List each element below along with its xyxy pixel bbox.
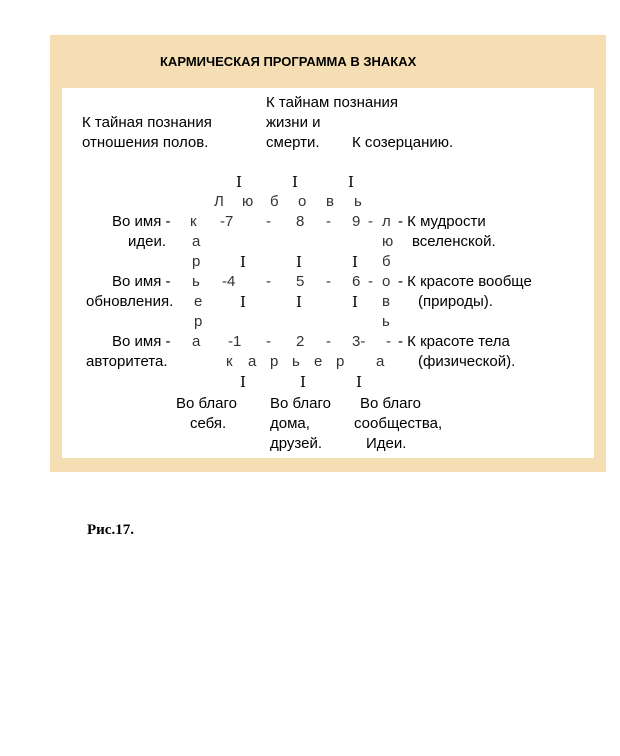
bar-bottom-2: I (300, 373, 306, 391)
row3-right-label: - К красоте тела (398, 333, 510, 350)
row3-number: 3- (352, 333, 366, 350)
row3-dash: - (266, 333, 271, 350)
label-top-right-2: К созерцанию. (352, 134, 454, 151)
row1-number: 9 (352, 213, 361, 230)
letter-top: б (270, 193, 279, 210)
letter-bottom: р (270, 353, 279, 370)
bar-bottom-3: I (356, 373, 362, 391)
row3-number: -1 (228, 333, 242, 350)
row1-left-label: Во имя - (112, 213, 171, 230)
row1-start-letter-2: а (192, 233, 201, 250)
row1-right-label: - К мудрости (398, 213, 486, 230)
row3-left-label: Во имя - (112, 333, 171, 350)
row3-left-label-2: авторитета. (86, 353, 168, 370)
bottom-col3-line1: Во благо (360, 395, 422, 412)
row2-start-letter-3: р (194, 313, 203, 330)
row1-end-letter-3: б (382, 253, 391, 270)
row1-end-letter-2: ю (382, 233, 394, 250)
bottom-col2-line1: Во благо (270, 395, 332, 412)
row2-start-letter-2: е (194, 293, 203, 310)
row2-left-label: Во имя - (112, 273, 171, 290)
bar-bottom-1: I (240, 373, 246, 391)
bar-row2-3: I (352, 293, 358, 311)
row2-dash: - (326, 273, 331, 290)
row2-number: 6 (352, 273, 361, 290)
letter-bottom: а (248, 353, 257, 370)
bottom-col3-line3: Идеи. (366, 435, 407, 452)
row3-right-label-2: (физической). (418, 353, 516, 370)
row2-start-letter: ь (192, 273, 200, 290)
bar-row2-1: I (240, 293, 246, 311)
letter-bottom: е (314, 353, 323, 370)
row2-left-label-2: обновления. (86, 293, 174, 310)
row2-right-label-2: (природы). (418, 293, 493, 310)
letter-top: о (298, 193, 307, 210)
row3-dash: - (386, 333, 391, 350)
row2-end-letter-3: ь (382, 313, 390, 330)
letter-bottom: а (376, 353, 385, 370)
bar-top-1: I (236, 173, 242, 191)
row3-start-letter: а (192, 333, 201, 350)
row2-number: 5 (296, 273, 305, 290)
diagram-title: КАРМИЧЕСКАЯ ПРОГРАММА В ЗНАКАХ (160, 54, 417, 69)
letter-bottom: р (336, 353, 345, 370)
bottom-col2-line3: друзей. (270, 435, 323, 452)
bar-row2-2: I (296, 293, 302, 311)
letter-top: Л (214, 193, 224, 210)
row1-number: 8 (296, 213, 305, 230)
row1-start-letter-3: р (192, 253, 201, 270)
row1-dash: - (326, 213, 331, 230)
label-top-left-2: отношения полов. (82, 134, 209, 151)
row1-number: -7 (220, 213, 234, 230)
label-top-mid-1: жизни и (266, 114, 321, 131)
row1-dash: - (368, 213, 373, 230)
bar-mid-2: I (296, 253, 302, 271)
figure-caption: Рис.17. (87, 522, 134, 538)
bar-top-2: I (292, 173, 298, 191)
label-top-mid-2: смерти. (266, 134, 320, 151)
row1-right-label-2: вселенской. (412, 233, 496, 250)
bottom-col3-line2: сообщества, (354, 415, 443, 432)
label-top-left-1: К тайная познания (82, 114, 212, 131)
bottom-col2-line2: дома, (270, 415, 310, 432)
row2-end-letter-2: в (382, 293, 390, 310)
bar-top-3: I (348, 173, 354, 191)
row3-dash: - (326, 333, 331, 350)
bar-mid-3: I (352, 253, 358, 271)
row1-start-letter: к (190, 213, 197, 230)
row1-dash: - (266, 213, 271, 230)
row1-end-letter: л (382, 213, 391, 230)
row2-end-letter: о (382, 273, 391, 290)
label-top-mid-0: К тайнам познания (266, 94, 399, 111)
letter-bottom: к (226, 353, 233, 370)
letter-top: ю (242, 193, 254, 210)
row3-number: 2 (296, 333, 305, 350)
row2-right-label: - К красоте вообще (398, 273, 532, 290)
row1-left-label-2: идеи. (128, 233, 167, 250)
row2-number: -4 (222, 273, 236, 290)
row2-dash: - (368, 273, 373, 290)
letter-bottom: ь (292, 353, 300, 370)
letter-top: ь (354, 193, 362, 210)
bottom-col1-line1: Во благо (176, 395, 238, 412)
bottom-col1-line2: себя. (190, 415, 227, 432)
bar-mid-1: I (240, 253, 246, 271)
letter-top: в (326, 193, 334, 210)
row2-dash: - (266, 273, 271, 290)
